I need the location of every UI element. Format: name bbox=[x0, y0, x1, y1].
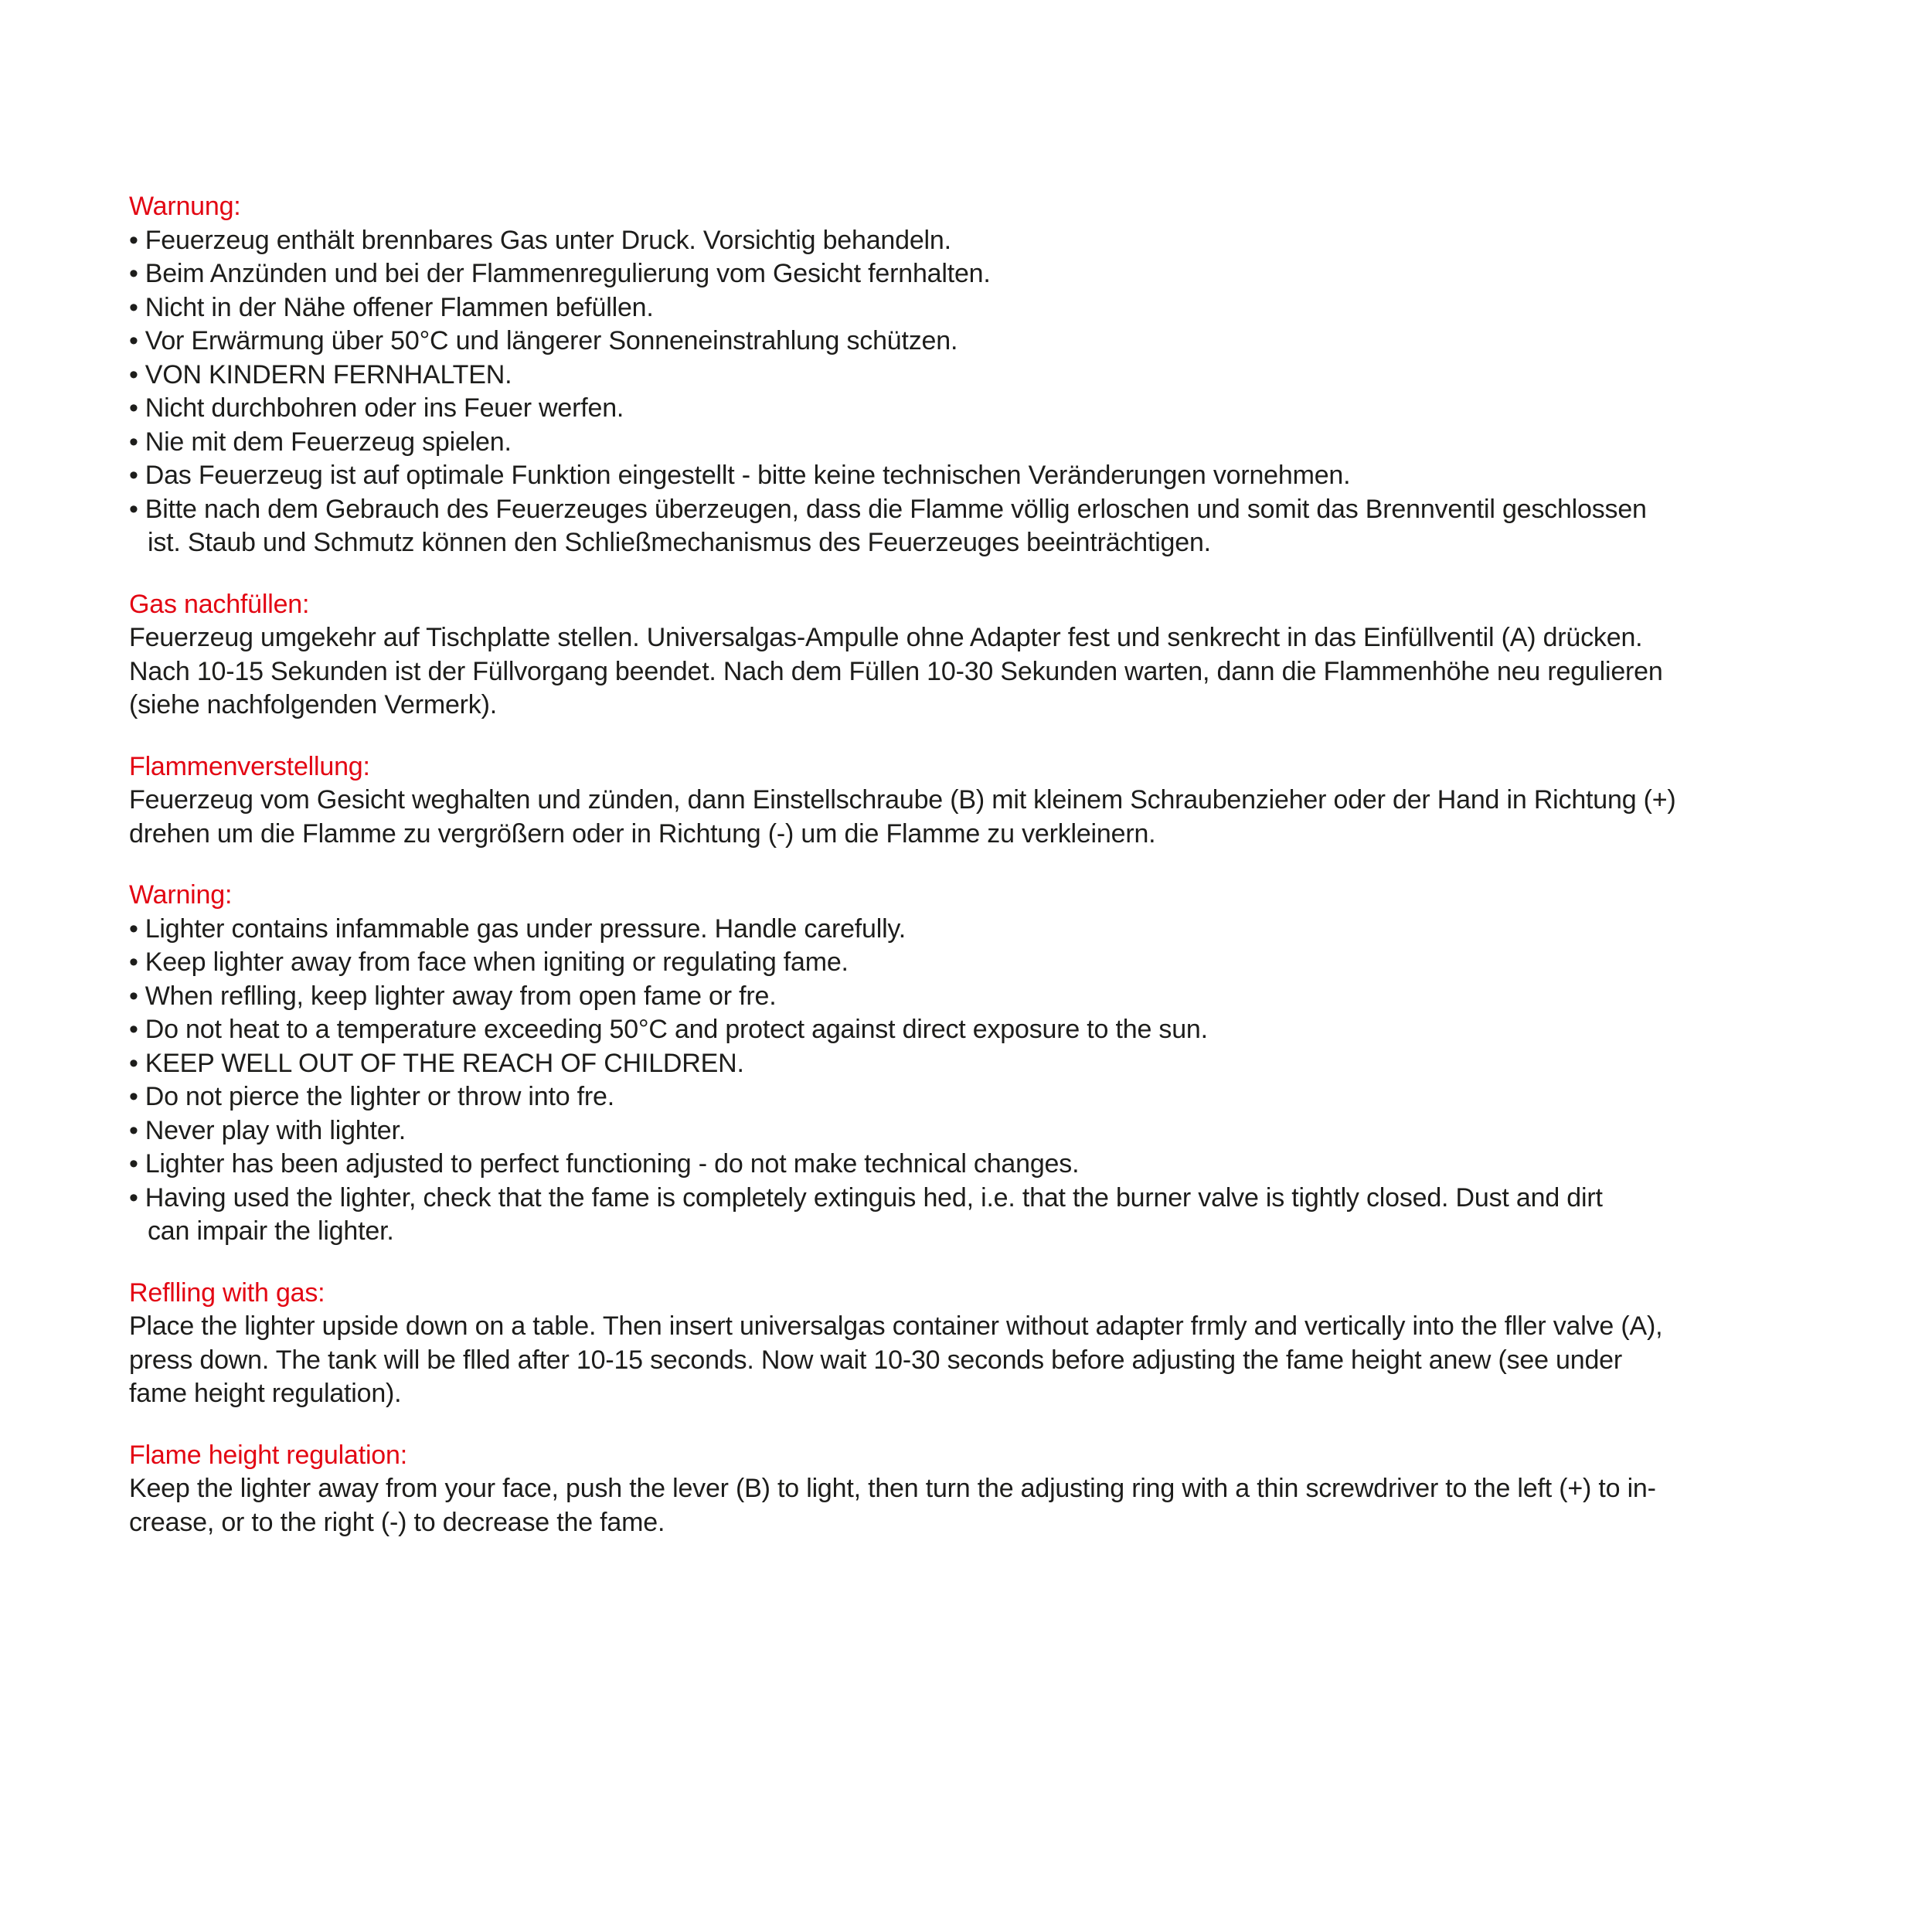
bullet-line bbox=[129, 359, 1891, 393]
section-refilling-with-gas bbox=[129, 1277, 1891, 1411]
bullet-marker: • bbox=[129, 494, 138, 524]
line-text: Nach 10-15 Sekunden ist der Füllvorgang beendet. Nach dem Füllen 10-30 Sekunden warten, dann die Flammenhöhe neu regulieren bbox=[129, 656, 1663, 686]
line-text: Never play with lighter. bbox=[145, 1115, 406, 1145]
section-gas-nachfuellen bbox=[129, 588, 1891, 723]
continuation-line bbox=[129, 1215, 1891, 1249]
continuation-line bbox=[129, 526, 1891, 560]
bullet-marker: • bbox=[129, 359, 138, 389]
text-line bbox=[129, 1506, 1891, 1540]
bullet-line bbox=[129, 1182, 1891, 1216]
bullet-line bbox=[129, 1080, 1891, 1114]
line-text: drehen um die Flamme zu vergrößern oder in Richtung (-) um die Flamme zu verkleinern. bbox=[129, 818, 1156, 849]
bullet-marker: • bbox=[129, 225, 138, 255]
bullet-line bbox=[129, 291, 1891, 325]
bullet-line bbox=[129, 392, 1891, 426]
line-text: Feuerzeug vom Gesicht weghalten und zünden, dann Einstellschraube (B) mit kleinem Schraubenzieher oder der Hand in Richtung (+) bbox=[129, 785, 1676, 815]
bullet-line bbox=[129, 426, 1891, 460]
bullet-line bbox=[129, 224, 1891, 258]
section-heading: Flame height regulation: bbox=[129, 1440, 407, 1470]
bullet-line bbox=[129, 325, 1891, 359]
bullet-line bbox=[129, 980, 1891, 1014]
bullet-line bbox=[129, 946, 1891, 980]
bullet-marker: • bbox=[129, 913, 138, 944]
line-text: Do not heat to a temperature exceeding 50°C and protect against direct exposure to the sun. bbox=[145, 1015, 1208, 1044]
line-text: Lighter contains infammable gas under pressure. Handle carefully. bbox=[145, 913, 906, 944]
instruction-document bbox=[129, 190, 1891, 1567]
text-line bbox=[129, 689, 1891, 723]
bullet-marker: • bbox=[129, 1015, 138, 1044]
section-lines bbox=[129, 1472, 1891, 1539]
line-text: crease, or to the right (-) to decrease the fame. bbox=[129, 1507, 665, 1537]
bullet-line bbox=[129, 493, 1891, 527]
line-text: press down. The tank will be flled after 10-15 seconds. Now wait 10-30 seconds before adjusting the fame height anew (see under bbox=[129, 1345, 1623, 1375]
text-line bbox=[129, 1472, 1891, 1506]
line-text: Nicht in der Nähe offener Flammen befüllen. bbox=[145, 292, 654, 322]
line-text: Beim Anzünden und bei der Flammenregulierung vom Gesicht fernhalten. bbox=[145, 259, 991, 288]
line-text: When reflling, keep lighter away from open fame or fre. bbox=[145, 981, 777, 1011]
section-lines bbox=[129, 784, 1891, 851]
line-text: Feuerzeug umgekehr auf Tischplatte stellen. Universalgas-Ampulle ohne Adapter fest und senkrecht in das Einfüllventil (A) drücken. bbox=[129, 623, 1643, 652]
bullet-marker: • bbox=[129, 1082, 138, 1111]
line-text: Nicht durchbohren oder ins Feuer werfen. bbox=[145, 393, 624, 423]
line-text: fame height regulation). bbox=[129, 1379, 402, 1408]
section-heading: Warnung: bbox=[129, 192, 241, 221]
section-warnung-de bbox=[129, 190, 1891, 560]
section-heading: Warning: bbox=[129, 880, 233, 910]
bullet-line bbox=[129, 459, 1891, 493]
section-lines bbox=[129, 224, 1891, 560]
bullet-line bbox=[129, 913, 1891, 947]
bullet-marker: • bbox=[129, 947, 138, 977]
bullet-marker: • bbox=[129, 1149, 138, 1179]
bullet-line bbox=[129, 1148, 1891, 1182]
line-text: Having used the lighter, check that the fame is completely extinguis hed, i.e. that the burner valve is tightly closed. Dust and dirt bbox=[145, 1182, 1603, 1213]
text-line bbox=[129, 655, 1891, 689]
line-text: ist. Staub und Schmutz können den Schließmechanismus des Feuerzeuges beeinträchtigen. bbox=[148, 528, 1211, 557]
section-lines bbox=[129, 1310, 1891, 1411]
line-text: Bitte nach dem Gebrauch des Feuerzeuges überzeugen, dass die Flamme völlig erloschen und somit das Brennventil geschlossen bbox=[145, 494, 1647, 524]
section-heading: Gas nachfüllen: bbox=[129, 589, 310, 619]
line-text: VON KINDERN FERNHALTEN. bbox=[145, 359, 512, 389]
text-line bbox=[129, 1344, 1891, 1378]
bullet-marker: • bbox=[129, 292, 138, 322]
section-lines bbox=[129, 913, 1891, 1249]
text-line bbox=[129, 1310, 1891, 1344]
line-text: can impair the lighter. bbox=[148, 1216, 394, 1246]
section-heading: Flammenverstellung: bbox=[129, 751, 370, 781]
line-text: Lighter has been adjusted to perfect functioning - do not make technical changes. bbox=[145, 1149, 1080, 1179]
text-line bbox=[129, 818, 1891, 852]
bullet-line bbox=[129, 1047, 1891, 1081]
section-warning-en bbox=[129, 879, 1891, 1249]
section-flame-height-regulation bbox=[129, 1439, 1891, 1540]
bullet-line bbox=[129, 1114, 1891, 1148]
section-heading: Reflling with gas: bbox=[129, 1277, 325, 1308]
section-lines bbox=[129, 621, 1891, 723]
bullet-marker: • bbox=[129, 1182, 138, 1213]
line-text: Das Feuerzeug ist auf optimale Funktion eingestellt - bitte keine technischen Veränderungen vornehmen. bbox=[145, 461, 1351, 490]
line-text: (siehe nachfolgenden Vermerk). bbox=[129, 690, 497, 719]
line-text: Vor Erwärmung über 50°C und längerer Sonneneinstrahlung schützen. bbox=[145, 326, 958, 355]
text-line bbox=[129, 621, 1891, 655]
line-text: Place the lighter upside down on a table. Then insert universalgas container without adapter frmly and vertically into the fller valve (A), bbox=[129, 1311, 1663, 1341]
bullet-marker: • bbox=[129, 259, 138, 288]
line-text: Nie mit dem Feuerzeug spielen. bbox=[145, 427, 512, 457]
bullet-marker: • bbox=[129, 326, 138, 355]
text-line bbox=[129, 1377, 1891, 1411]
bullet-marker: • bbox=[129, 393, 138, 423]
section-flammenverstellung bbox=[129, 750, 1891, 852]
bullet-marker: • bbox=[129, 1115, 138, 1145]
bullet-marker: • bbox=[129, 427, 138, 457]
line-text: Do not pierce the lighter or throw into fre. bbox=[145, 1082, 615, 1111]
text-line bbox=[129, 784, 1891, 818]
bullet-marker: • bbox=[129, 461, 138, 490]
bullet-marker: • bbox=[129, 981, 138, 1011]
line-text: Keep lighter away from face when igniting or regulating fame. bbox=[145, 947, 849, 977]
bullet-marker: • bbox=[129, 1048, 138, 1078]
bullet-line bbox=[129, 1013, 1891, 1047]
line-text: Keep the lighter away from your face, push the lever (B) to light, then turn the adjusting ring with a thin screwdriver to the left (+) to in- bbox=[129, 1474, 1656, 1503]
bullet-line bbox=[129, 257, 1891, 291]
line-text: KEEP WELL OUT OF THE REACH OF CHILDREN. bbox=[145, 1048, 744, 1078]
line-text: Feuerzeug enthält brennbares Gas unter Druck. Vorsichtig behandeln. bbox=[145, 225, 951, 255]
